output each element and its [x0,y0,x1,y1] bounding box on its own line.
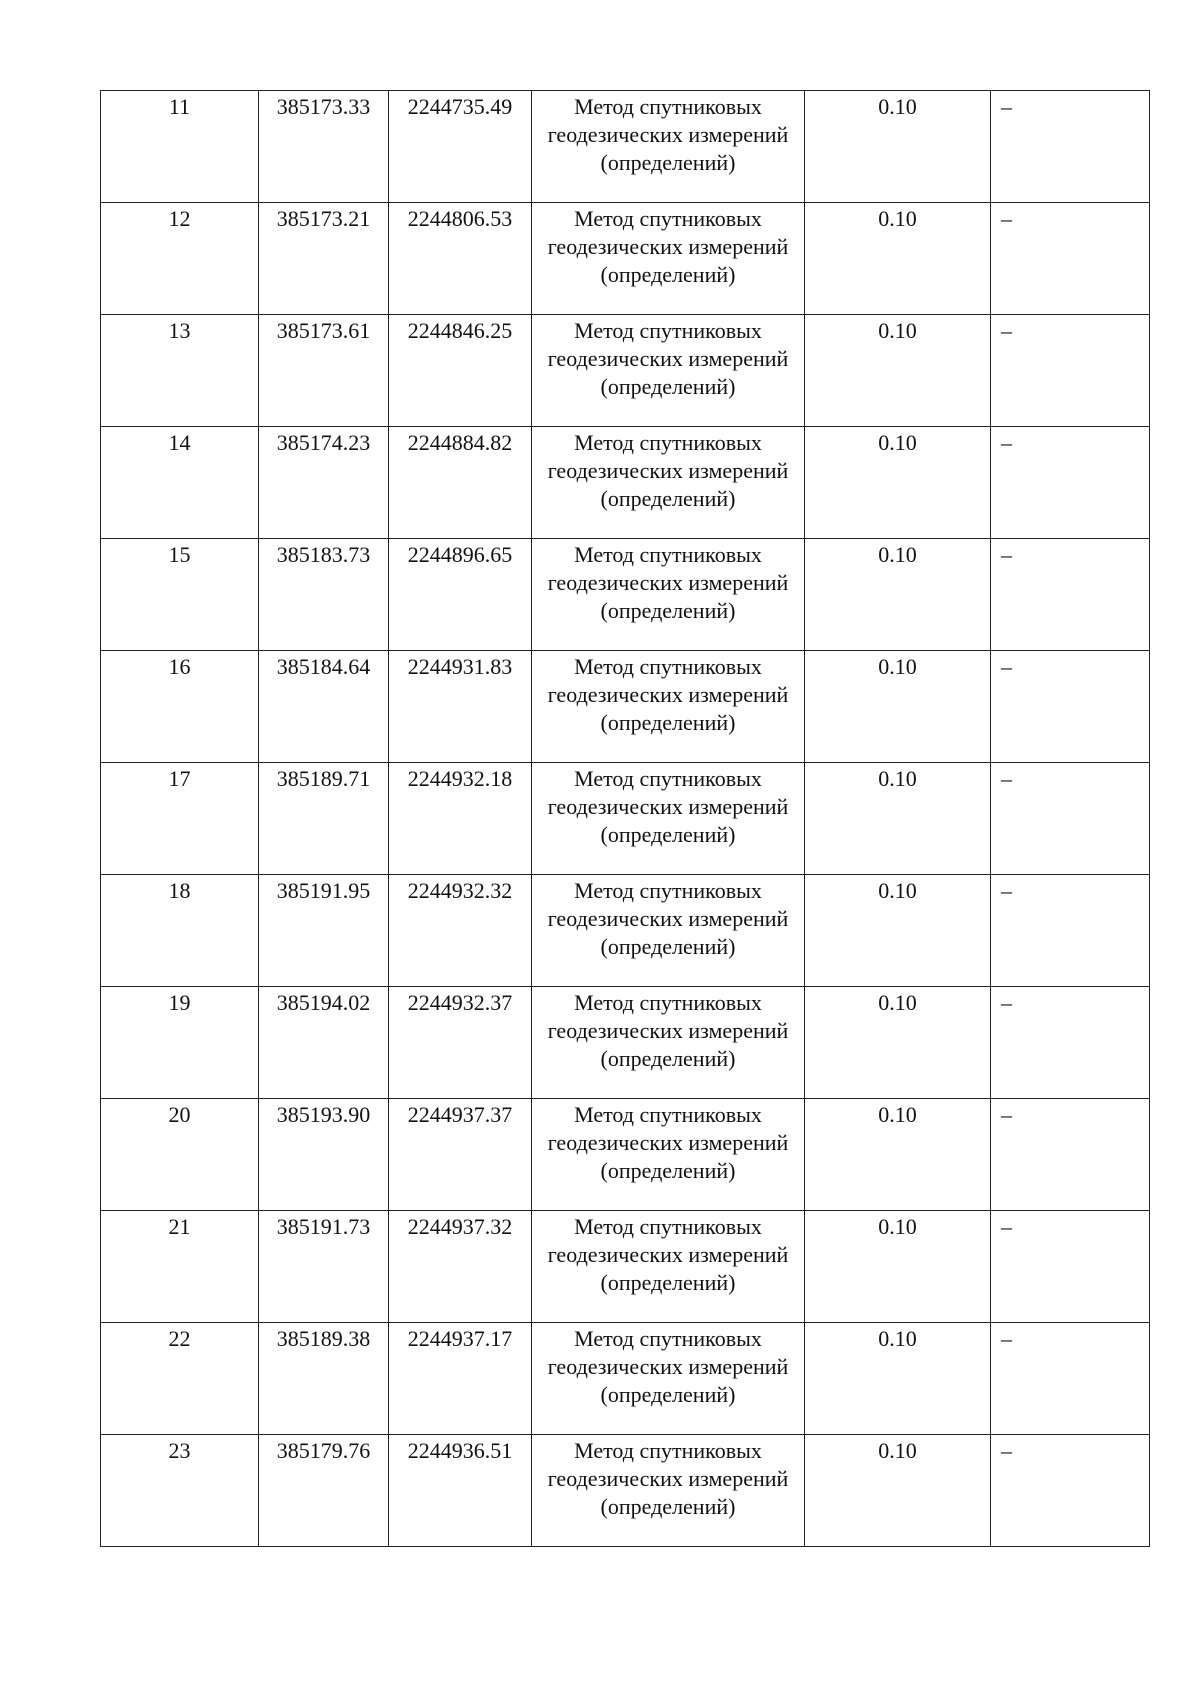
cell-point-number: 21 [101,1211,259,1323]
cell-x-coordinate: 385173.61 [259,315,389,427]
table-row [101,763,1150,875]
cell-method: Метод спутниковых геодезических измерений (определений) [532,539,805,651]
cell-y-coordinate: 2244884.82 [389,427,532,539]
table-row [101,987,1150,1099]
cell-method: Метод спутниковых геодезических измерений (определений) [532,427,805,539]
cell-x-coordinate: 385183.73 [259,539,389,651]
cell-note: – [991,1323,1150,1435]
cell-point-number: 23 [101,1435,259,1547]
cell-method: Метод спутниковых геодезических измерений (определений) [532,875,805,987]
cell-y-coordinate: 2244932.37 [389,987,532,1099]
cell-method: Метод спутниковых геодезических измерений (определений) [532,1435,805,1547]
table-row [101,315,1150,427]
cell-accuracy: 0.10 [805,539,991,651]
cell-method: Метод спутниковых геодезических измерений (определений) [532,203,805,315]
cell-y-coordinate: 2244735.49 [389,91,532,203]
cell-accuracy: 0.10 [805,427,991,539]
cell-note: – [991,539,1150,651]
cell-x-coordinate: 385173.33 [259,91,389,203]
cell-point-number: 17 [101,763,259,875]
cell-accuracy: 0.10 [805,763,991,875]
table-row [101,427,1150,539]
table-row [101,203,1150,315]
cell-method: Метод спутниковых геодезических измерений (определений) [532,1099,805,1211]
cell-note: – [991,203,1150,315]
cell-accuracy: 0.10 [805,91,991,203]
cell-note: – [991,1435,1150,1547]
table-row [101,1211,1150,1323]
coordinates-table [100,90,1150,1547]
cell-note: – [991,91,1150,203]
cell-x-coordinate: 385189.38 [259,1323,389,1435]
cell-x-coordinate: 385173.21 [259,203,389,315]
cell-point-number: 19 [101,987,259,1099]
cell-accuracy: 0.10 [805,1323,991,1435]
cell-accuracy: 0.10 [805,875,991,987]
cell-y-coordinate: 2244896.65 [389,539,532,651]
cell-note: – [991,427,1150,539]
cell-x-coordinate: 385179.76 [259,1435,389,1547]
table-row [101,1323,1150,1435]
cell-y-coordinate: 2244932.18 [389,763,532,875]
cell-method: Метод спутниковых геодезических измерений (определений) [532,91,805,203]
table-body [101,91,1150,1547]
cell-y-coordinate: 2244937.37 [389,1099,532,1211]
table-row [101,651,1150,763]
table-row [101,1435,1150,1547]
cell-point-number: 11 [101,91,259,203]
cell-note: – [991,315,1150,427]
cell-accuracy: 0.10 [805,1435,991,1547]
table-row [101,539,1150,651]
cell-y-coordinate: 2244937.32 [389,1211,532,1323]
cell-note: – [991,763,1150,875]
cell-y-coordinate: 2244936.51 [389,1435,532,1547]
cell-x-coordinate: 385184.64 [259,651,389,763]
cell-accuracy: 0.10 [805,1211,991,1323]
cell-note: – [991,651,1150,763]
cell-y-coordinate: 2244806.53 [389,203,532,315]
cell-point-number: 20 [101,1099,259,1211]
cell-x-coordinate: 385194.02 [259,987,389,1099]
cell-y-coordinate: 2244937.17 [389,1323,532,1435]
cell-y-coordinate: 2244932.32 [389,875,532,987]
cell-point-number: 18 [101,875,259,987]
cell-note: – [991,1211,1150,1323]
cell-point-number: 15 [101,539,259,651]
cell-x-coordinate: 385191.73 [259,1211,389,1323]
cell-point-number: 14 [101,427,259,539]
cell-point-number: 13 [101,315,259,427]
cell-accuracy: 0.10 [805,651,991,763]
cell-method: Метод спутниковых геодезических измерений (определений) [532,651,805,763]
table-row [101,875,1150,987]
cell-note: – [991,987,1150,1099]
cell-accuracy: 0.10 [805,987,991,1099]
cell-note: – [991,1099,1150,1211]
cell-accuracy: 0.10 [805,1099,991,1211]
cell-x-coordinate: 385193.90 [259,1099,389,1211]
cell-y-coordinate: 2244931.83 [389,651,532,763]
cell-point-number: 22 [101,1323,259,1435]
cell-method: Метод спутниковых геодезических измерений (определений) [532,315,805,427]
cell-method: Метод спутниковых геодезических измерений (определений) [532,1323,805,1435]
cell-note: – [991,875,1150,987]
cell-method: Метод спутниковых геодезических измерений (определений) [532,1211,805,1323]
cell-accuracy: 0.10 [805,203,991,315]
cell-y-coordinate: 2244846.25 [389,315,532,427]
table-row [101,91,1150,203]
cell-method: Метод спутниковых геодезических измерений (определений) [532,987,805,1099]
cell-point-number: 16 [101,651,259,763]
cell-method: Метод спутниковых геодезических измерений (определений) [532,763,805,875]
cell-x-coordinate: 385174.23 [259,427,389,539]
cell-accuracy: 0.10 [805,315,991,427]
cell-point-number: 12 [101,203,259,315]
cell-x-coordinate: 385191.95 [259,875,389,987]
table-row [101,1099,1150,1211]
cell-x-coordinate: 385189.71 [259,763,389,875]
